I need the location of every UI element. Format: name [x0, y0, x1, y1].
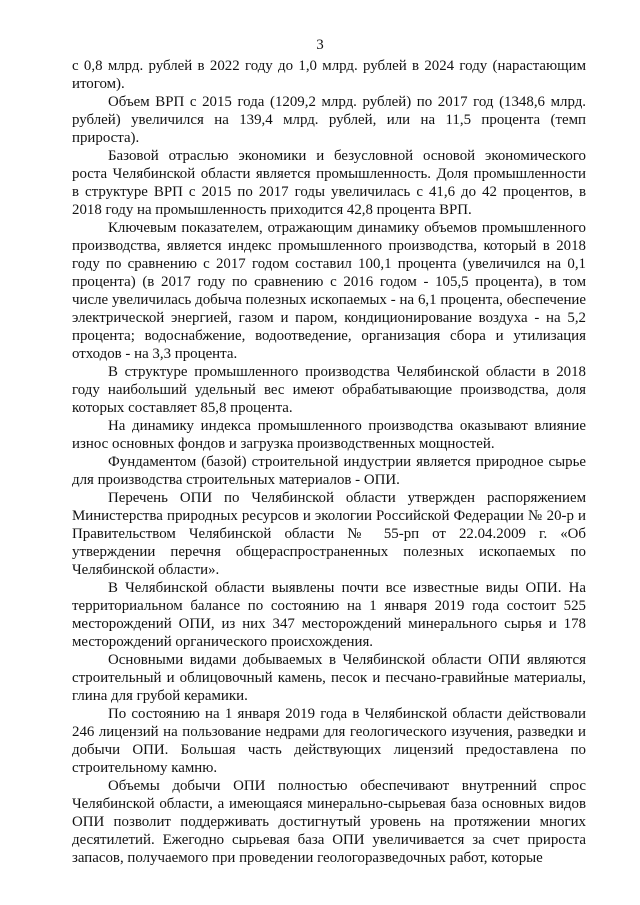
paragraph-opi-types: Основными видами добываемых в Челябинской области ОПИ являются строительный и облицовочный камень, песок и песчано-гравийные материалы, глина для грубой керамики.: [72, 652, 586, 704]
paragraph-industry-structure: В структуре промышленного производства Челябинской области в 2018 году наибольший удельный вес имеют обрабатывающие производства, доля которых составляет 85,8 процента.: [72, 364, 586, 416]
paragraph-opi-list: Перечень ОПИ по Челябинской области утвержден распоряжением Министерства природных ресурсов и экологии Российской Федерации № 20-р и Правительством Челябинской области № 55-рп от 22.04.2009 г. «Об утверждении перечня общераспространенных полезных ископаемых по Челябинской области».: [72, 490, 586, 578]
paragraph-industrial-index: Ключевым показателем, отражающим динамику объемов промышленного производства, является индекс промышленного производства, который в 2018 году по сравнению с 2017 годом составил 100,1 процента (увеличился на 0,1 процента) (в 2017 году по сравнению с 2016 годом - 105,5 процента), в том числе увеличилась добыча полезных ископаемых - на 6,1 процента, обеспечение электрической энергией, газом и паром, кондиционирование воздуха - на 5,2 процента; водоснабжение, водоотведение, организация сбора и утилизация отходов - на 3,3 процента.: [72, 220, 586, 362]
document-body: [72, 57, 586, 867]
paragraph-index-dynamics: На динамику индекса промышленного производства оказывают влияние износ основных фондов и загрузка производственных мощностей.: [72, 418, 586, 452]
paragraph-opi-deposits: В Челябинской области выявлены почти все известные виды ОПИ. На территориальном балансе по состоянию на 1 января 2019 года состоит 525 месторождений ОПИ, из них 347 месторождений минерального сырья и 178 месторождений органического происхождения.: [72, 580, 586, 650]
page-number: 3: [316, 37, 324, 53]
paragraph-construction-base: Фундаментом (базой) строительной индустрии является природное сырье для производства строительных материалов - ОПИ.: [72, 454, 586, 488]
paragraph-continuation: с 0,8 млрд. рублей в 2022 году до 1,0 млрд. рублей в 2024 году (нарастающим итогом).: [72, 58, 586, 92]
paragraph-opi-supply: Объемы добычи ОПИ полностью обеспечивают внутренний спрос Челябинской области, а имеющаяся минерально-сырьевая база основных видов ОПИ позволит поддерживать достигнутый уровень на протяжении многих десятилетий. Ежегодно сырьевая база ОПИ увеличивается за счет прироста запасов, получаемого при проведении геологоразведочных работ, которые: [72, 778, 586, 866]
paragraph-licenses: По состоянию на 1 января 2019 года в Челябинской области действовали 246 лицензий на пользование недрами для геологического изучения, разведки и добычи ОПИ. Большая часть действующих лицензий предоставлена по строительному камню.: [72, 706, 586, 776]
paragraph-vrp-growth: Объем ВРП с 2015 года (1209,2 млрд. рублей) по 2017 год (1348,6 млрд. рублей) увеличился на 139,4 млрд. рублей, или на 11,5 процента (темп прироста).: [72, 94, 586, 146]
paragraph-industry-base: Базовой отраслью экономики и безусловной основой экономического роста Челябинской области является промышленность. Доля промышленности в структуре ВРП с 2015 по 2017 годы увеличилась с 41,6 до 42 процентов, в 2018 году на промышленность приходится 42,8 процента ВРП.: [72, 148, 586, 218]
